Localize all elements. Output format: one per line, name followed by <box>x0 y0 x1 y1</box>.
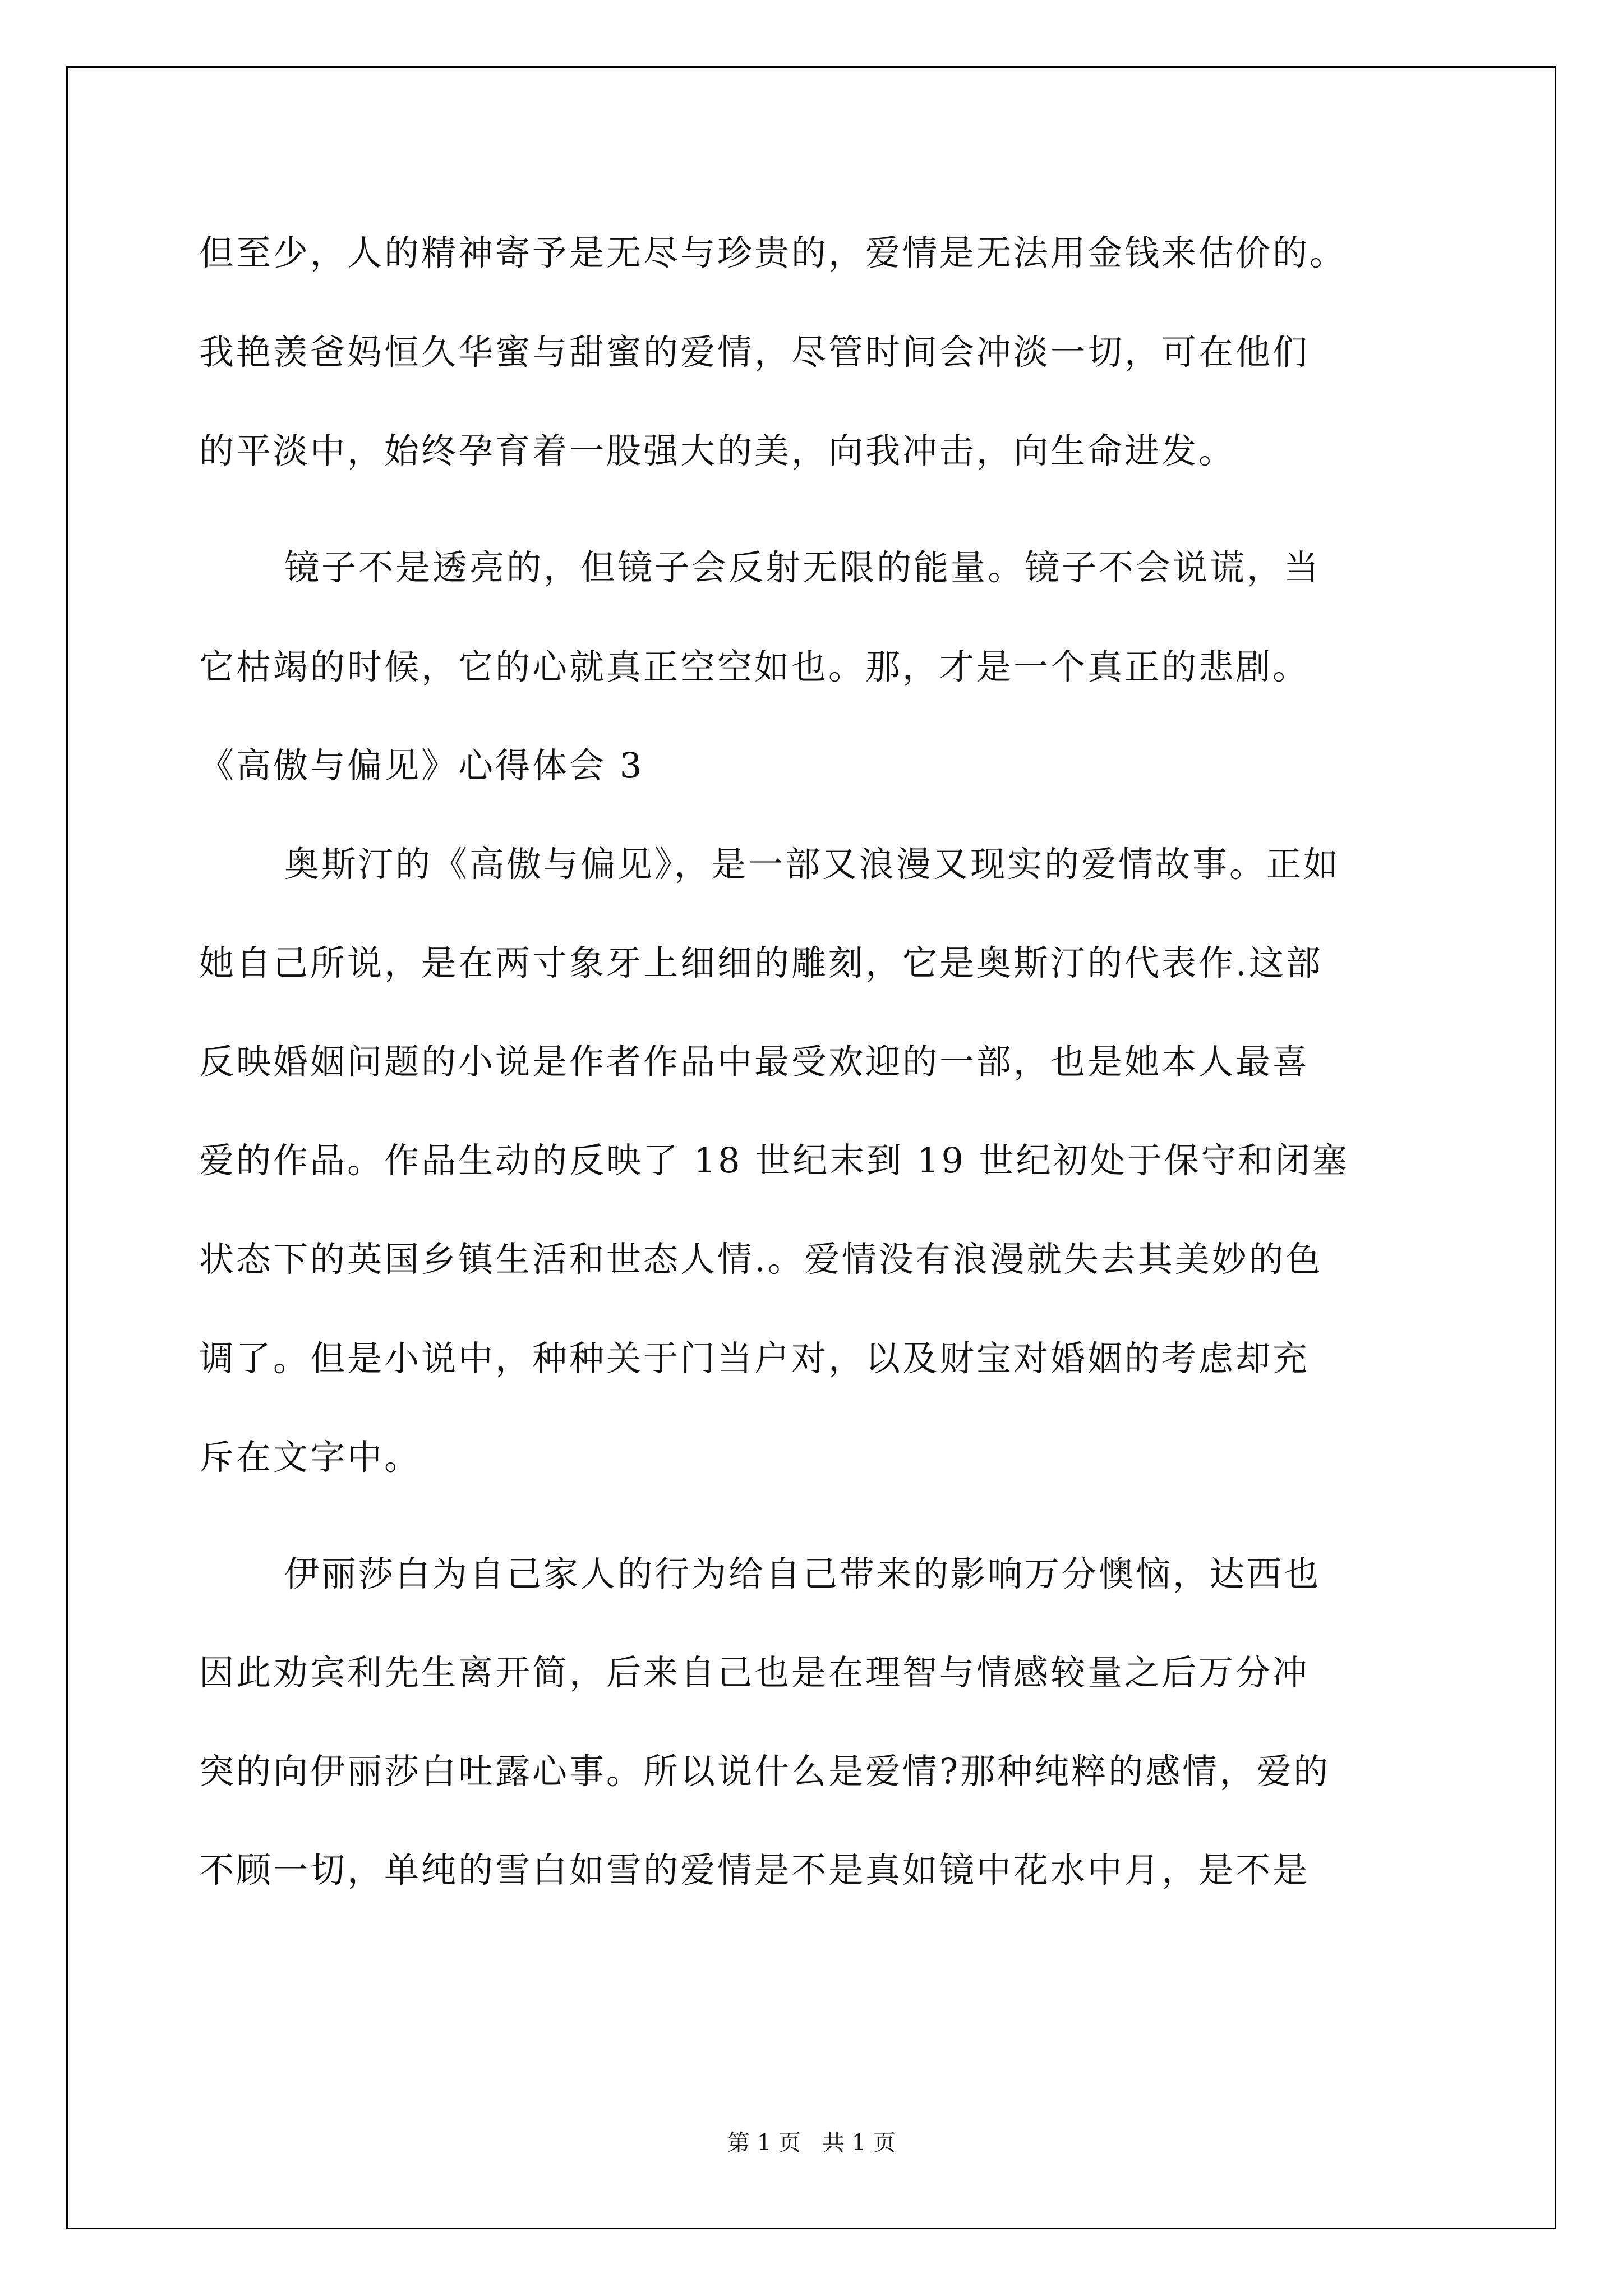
text-line: 奥斯汀的《高傲与偏见》，是一部又浪漫又现实的爱情故事。正如 <box>284 844 1341 885</box>
text-line: 反映婚姻问题的小说是作者作品中最受欢迎的一部，也是她本人最喜 <box>199 1041 1310 1082</box>
text-line: 镜子不是透亮的，但镜子会反射无限的能量。镜子不会说谎，当 <box>284 547 1321 588</box>
page-footer: 第 1 页 共 1 页 <box>727 2130 896 2156</box>
text-line: 调了。但是小说中，种种关于门当户对，以及财宝对婚姻的考虑却充 <box>199 1338 1310 1379</box>
text-line: 我艳羡爸妈恒久华蜜与甜蜜的爱情，尽管时间会冲淡一切，可在他们 <box>199 332 1310 372</box>
text-line: 斥在文字中。 <box>199 1437 422 1478</box>
text-line: 的平淡中，始终孕育着一股强大的美，向我冲击，向生命进发。 <box>199 430 1236 471</box>
text-line: 伊丽莎白为自己家人的行为给自己带来的影响万分懊恼，达西也 <box>284 1553 1321 1594</box>
text-line: 因此劝宾利先生离开简，后来自己也是在理智与情感较量之后万分冲 <box>199 1652 1310 1693</box>
section-heading: 《高傲与偏见》心得体会 3 <box>199 745 644 786</box>
text-line: 状态下的英国乡镇生活和世态人情.。爱情没有浪漫就失去其美妙的色 <box>199 1239 1323 1280</box>
text-line: 但至少，人的精神寄予是无尽与珍贵的，爱情是无法用金钱来估价的。 <box>199 232 1347 273</box>
text-line: 她自己所说，是在两寸象牙上细细的雕刻，它是奥斯汀的代表作.这部 <box>199 942 1323 983</box>
text-line: 突的向伊丽莎白吐露心事。所以说什么是爱情?那种纯粹的感情，爱的 <box>199 1751 1331 1792</box>
text-line: 爱的作品。作品生动的反映了 18 世纪末到 19 世纪初处于保守和闭塞 <box>199 1140 1349 1181</box>
text-line: 它枯竭的时候，它的心就真正空空如也。那，才是一个真正的悲剧。 <box>199 646 1310 687</box>
text-line: 不顾一切，单纯的雪白如雪的爱情是不是真如镜中花水中月，是不是 <box>199 1849 1310 1890</box>
